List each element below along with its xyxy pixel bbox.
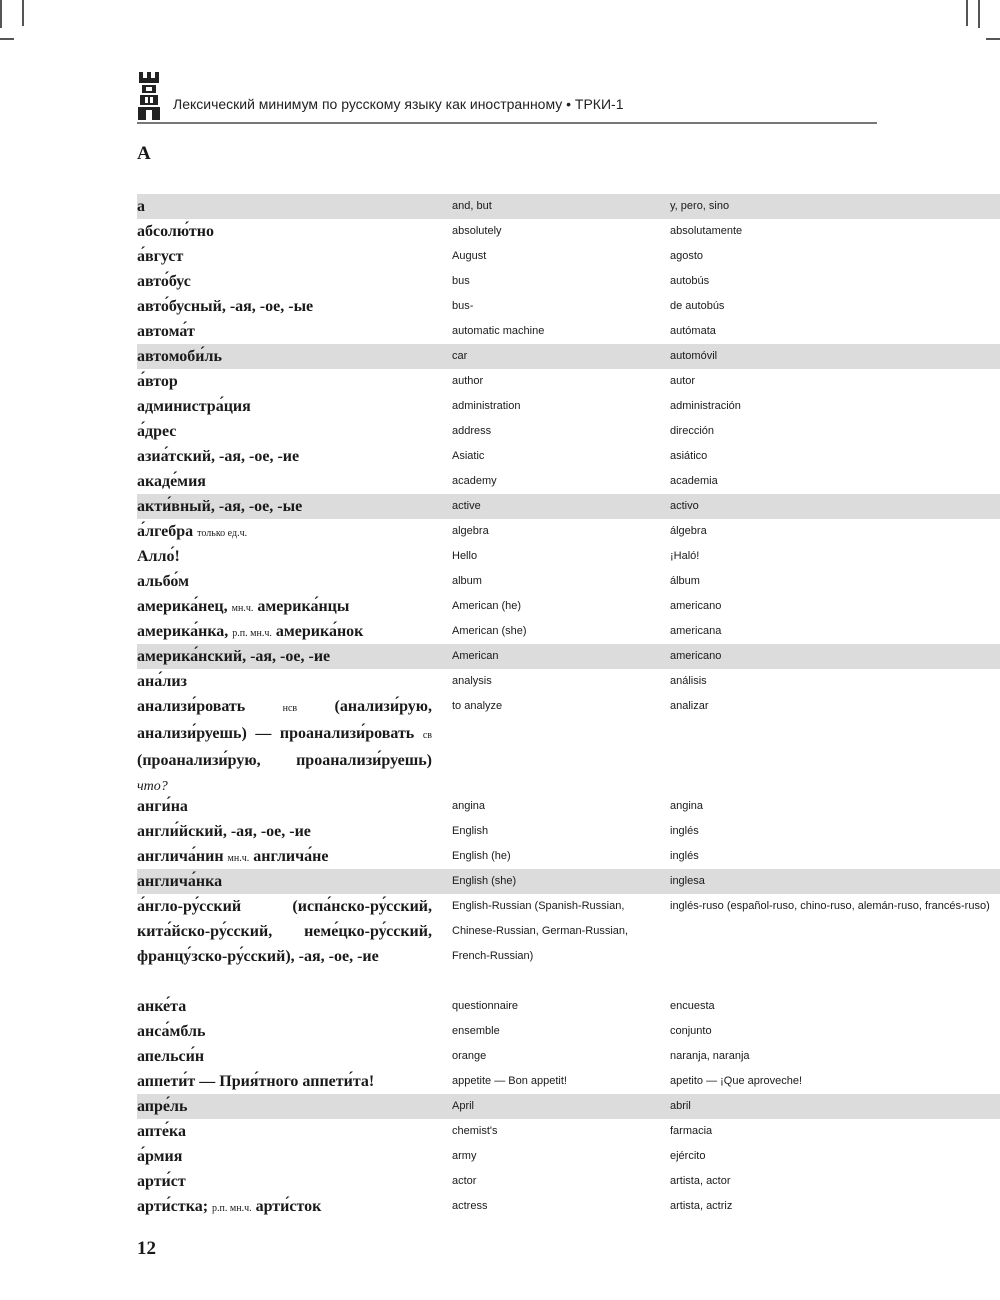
- headword-text: акаде́мия: [137, 473, 206, 490]
- english-translation: to analyze: [452, 700, 503, 712]
- spanish-translation: inglés-ruso (español-ruso, chino-ruso, alemán-ruso, francés-ruso): [670, 900, 990, 912]
- headword-text: абсолю́тно: [137, 223, 214, 240]
- english-translation: automatic machine: [452, 325, 545, 337]
- headword-text: а́нгло-ру́сский (испа́нско-ру́сский, кита́йско-ру́сский, неме́цко-ру́сский, францу́зско-ру́сский), -ая, -ое, -ие: [137, 898, 432, 965]
- russian-headword: [137, 669, 432, 694]
- header-rule: [137, 122, 877, 124]
- english-translation: English: [452, 825, 489, 837]
- vocab-row: [137, 319, 1000, 344]
- headword-text: апте́ка: [137, 1123, 186, 1140]
- russian-headword: [137, 1044, 432, 1069]
- spanish-translation: ejército: [670, 1150, 706, 1162]
- vocab-row: [137, 1019, 1000, 1044]
- vocab-row: [137, 844, 1000, 869]
- headword-text: арти́ст: [137, 1173, 186, 1190]
- grammar-note: что?: [137, 779, 168, 794]
- vocab-row: [137, 619, 1000, 644]
- headword-text: авто́бус: [137, 273, 191, 290]
- headword-text: арти́сток: [251, 1198, 322, 1215]
- spanish-translation: artista, actor: [670, 1175, 731, 1187]
- english-translation: address: [452, 425, 492, 437]
- english-translation: American (she): [452, 625, 527, 637]
- spanish-translation: álbum: [670, 575, 700, 587]
- spanish-translation: álgebra: [670, 525, 707, 537]
- vocab-row: [137, 869, 1000, 894]
- headword-text: а́вгуст: [137, 248, 184, 265]
- headword-text: автома́т: [137, 323, 195, 340]
- english-translation: April: [452, 1100, 475, 1112]
- vocab-row: [137, 344, 1000, 369]
- headword-text: альбо́м: [137, 573, 189, 590]
- headword-text: анализи́ровать: [137, 698, 283, 715]
- english-translation: chemist's: [452, 1125, 498, 1137]
- english-translation: analysis: [452, 675, 492, 687]
- vocab-row: [137, 1144, 1000, 1169]
- vocab-row: [137, 894, 1000, 994]
- spanish-translation: y, pero, sino: [670, 200, 730, 212]
- english-translation: bus: [452, 275, 470, 287]
- spanish-translation: automóvil: [670, 350, 718, 362]
- russian-headword: [137, 269, 432, 294]
- english-translation: academy: [452, 475, 497, 487]
- headword-text: анке́та: [137, 998, 187, 1015]
- section-letter: А: [137, 143, 151, 164]
- crop-mark-top-left-inner: [0, 0, 2, 28]
- vocab-row: [137, 569, 1000, 594]
- headword-text: администра́ция: [137, 398, 251, 415]
- headword-text: америка́нцы: [253, 598, 350, 615]
- spanish-translation: administración: [670, 400, 741, 412]
- vocab-row: [137, 694, 1000, 794]
- russian-headword: [137, 869, 432, 894]
- spanish-translation: conjunto: [670, 1025, 712, 1037]
- grammar-note: нсв: [282, 703, 298, 714]
- vocab-row: [137, 369, 1000, 394]
- vocab-row: [137, 419, 1000, 444]
- spanish-translation: activo: [670, 500, 699, 512]
- russian-headword: [137, 594, 432, 621]
- vocab-row: [137, 444, 1000, 469]
- vocab-row: [137, 544, 1000, 569]
- russian-headword: [137, 344, 432, 369]
- english-translation: questionnaire: [452, 1000, 519, 1012]
- headword-text: акти́вный, -ая, -ое, -ые: [137, 498, 303, 515]
- spanish-translation: asiático: [670, 450, 708, 462]
- headword-text: а́дрес: [137, 423, 177, 440]
- header-title: Лексический минимум по русскому языку как иностранному • ТРКИ-1: [173, 96, 624, 112]
- russian-headword: [137, 394, 432, 419]
- spanish-translation: autobús: [670, 275, 710, 287]
- vocab-row: [137, 994, 1000, 1019]
- spanish-translation: autor: [670, 375, 696, 387]
- english-translation: actor: [452, 1175, 477, 1187]
- vocab-row: [137, 269, 1000, 294]
- english-translation: English (she): [452, 875, 517, 887]
- russian-headword: [137, 794, 432, 819]
- russian-headword: [137, 194, 432, 219]
- headword-text: англича́нин: [137, 848, 228, 865]
- spanish-translation: absolutamente: [670, 225, 743, 237]
- headword-text: аппети́т — Прия́тного аппети́та!: [137, 1073, 375, 1090]
- headword-text: (проанализи́рую, проанализи́руешь): [137, 752, 432, 769]
- russian-headword: [137, 844, 432, 871]
- headword-text: апельси́н: [137, 1048, 205, 1065]
- english-translation: angina: [452, 800, 486, 812]
- russian-headword: [137, 469, 432, 494]
- spanish-translation: encuesta: [670, 1000, 715, 1012]
- english-translation: and, but: [452, 200, 492, 212]
- headword-text: авто́бусный, -ая, -ое, -ые: [137, 298, 314, 315]
- english-translation: algebra: [452, 525, 489, 537]
- russian-headword: [137, 519, 432, 546]
- russian-headword: [137, 619, 432, 646]
- vocab-row: [137, 494, 1000, 519]
- grammar-note: р.п. мн.ч.: [212, 1203, 252, 1214]
- spanish-translation: americano: [670, 600, 722, 612]
- english-translation: English-Russian (Spanish-Russian, Chinese-Russian, German-Russian, French-Russian): [452, 900, 629, 962]
- vocab-row: [137, 794, 1000, 819]
- english-translation: Hello: [452, 550, 478, 562]
- english-translation: car: [452, 350, 468, 362]
- headword-text: а́лгебра: [137, 523, 198, 540]
- grammar-note: св: [422, 730, 432, 741]
- headword-text: а: [137, 198, 145, 215]
- page-number: 12: [137, 1238, 156, 1259]
- english-translation: American (he): [452, 600, 522, 612]
- russian-headword: [137, 644, 432, 669]
- headword-text: анги́на: [137, 798, 188, 815]
- spanish-translation: apetito — ¡Que aproveche!: [670, 1075, 803, 1087]
- vocab-row: [137, 394, 1000, 419]
- crop-mark-top-left-vertical: [22, 0, 24, 26]
- headword-text: а́втор: [137, 373, 178, 390]
- headword-text: ана́лиз: [137, 673, 187, 690]
- vocab-row: [137, 1069, 1000, 1094]
- headword-text: англича́не: [249, 848, 329, 865]
- russian-headword: [137, 569, 432, 594]
- crop-mark-top-right-inner: [978, 0, 980, 28]
- russian-headword: [137, 1094, 432, 1119]
- russian-headword: [137, 1119, 432, 1144]
- vocab-row: [137, 644, 1000, 669]
- vocab-row: [137, 669, 1000, 694]
- headword-text: Алло́!: [137, 548, 180, 565]
- headword-text: автомоби́ль: [137, 348, 222, 365]
- russian-headword: [137, 1019, 432, 1044]
- spanish-translation: ¡Haló!: [670, 550, 700, 562]
- headword-text: америка́нский, -ая, -ое, -ие: [137, 648, 331, 665]
- russian-headword: [137, 444, 432, 469]
- headword-text: а́рмия: [137, 1148, 183, 1165]
- crop-mark-top-left-horizontal: [0, 38, 14, 40]
- vocab-row: [137, 819, 1000, 844]
- english-translation: army: [452, 1150, 477, 1162]
- spanish-translation: inglés: [670, 825, 699, 837]
- headword-text: америка́нок: [271, 623, 364, 640]
- english-translation: English (he): [452, 850, 511, 862]
- headword-text: азиа́тский, -ая, -ое, -ие: [137, 448, 300, 465]
- russian-headword: [137, 819, 432, 844]
- english-translation: appetite — Bon appetit!: [452, 1075, 567, 1087]
- grammar-note: р.п. мн.ч.: [232, 628, 272, 639]
- russian-headword: [137, 494, 432, 519]
- russian-headword: [137, 219, 432, 244]
- vocab-row: [137, 244, 1000, 269]
- headword-text: америка́нка,: [137, 623, 233, 640]
- headword-text: арти́стка;: [137, 1198, 213, 1215]
- spanish-translation: agosto: [670, 250, 704, 262]
- russian-headword: [137, 1194, 432, 1221]
- russian-headword: [137, 994, 432, 1019]
- spanish-translation: angina: [670, 800, 704, 812]
- spanish-translation: americana: [670, 625, 722, 637]
- english-translation: ensemble: [452, 1025, 500, 1037]
- russian-headword: [137, 544, 432, 569]
- grammar-note: мн.ч.: [227, 853, 250, 864]
- vocab-row: [137, 1169, 1000, 1194]
- english-translation: bus-: [452, 300, 474, 312]
- headword-text: (анализи́рую, анализи́руешь) — проанализи́ровать: [137, 698, 432, 742]
- vocabulary-table: [137, 194, 1000, 1219]
- spanish-translation: artista, actriz: [670, 1200, 733, 1212]
- vocab-row: [137, 1119, 1000, 1144]
- russian-headword: [137, 1069, 432, 1094]
- grammar-note: мн.ч.: [231, 603, 254, 614]
- english-translation: August: [452, 250, 487, 262]
- spanish-translation: inglés: [670, 850, 699, 862]
- grammar-note: только ед.ч.: [197, 528, 248, 539]
- spanish-translation: abril: [670, 1100, 691, 1112]
- headword-text: анса́мбль: [137, 1023, 206, 1040]
- spanish-translation: dirección: [670, 425, 715, 437]
- english-translation: orange: [452, 1050, 487, 1062]
- vocab-row: [137, 219, 1000, 244]
- vocab-row: [137, 1044, 1000, 1069]
- spanish-translation: naranja, naranja: [670, 1050, 750, 1062]
- headword-text: англича́нка: [137, 873, 223, 890]
- spanish-translation: americano: [670, 650, 722, 662]
- english-translation: active: [452, 500, 481, 512]
- english-translation: author: [452, 375, 484, 387]
- russian-headword: [137, 1169, 432, 1194]
- headword-text: англи́йский, -ая, -ое, -ие: [137, 823, 311, 840]
- spanish-translation: inglesa: [670, 875, 705, 887]
- english-translation: actress: [452, 1200, 488, 1212]
- running-header: [137, 70, 877, 126]
- spanish-translation: analizar: [670, 700, 709, 712]
- spanish-translation: farmacia: [670, 1125, 713, 1137]
- english-translation: album: [452, 575, 482, 587]
- vocab-row: [137, 519, 1000, 544]
- russian-headword: [137, 369, 432, 394]
- russian-headword: [137, 294, 432, 319]
- vocab-row: [137, 194, 1000, 219]
- vocab-row: [137, 294, 1000, 319]
- russian-headword: [137, 1144, 432, 1169]
- english-translation: administration: [452, 400, 521, 412]
- russian-headword: [137, 694, 432, 799]
- spanish-translation: de autobús: [670, 300, 725, 312]
- headword-text: америка́нец,: [137, 598, 232, 615]
- headword-text: апре́ль: [137, 1098, 188, 1115]
- english-translation: absolutely: [452, 225, 502, 237]
- spanish-translation: academia: [670, 475, 718, 487]
- english-translation: American: [452, 650, 499, 662]
- crop-mark-top-right-vertical: [966, 0, 968, 26]
- tower-logo-icon: [137, 72, 161, 122]
- english-translation: Asiatic: [452, 450, 485, 462]
- russian-headword: [137, 319, 432, 344]
- vocab-row: [137, 1194, 1000, 1219]
- spanish-translation: análisis: [670, 675, 707, 687]
- spanish-translation: autómata: [670, 325, 716, 337]
- crop-mark-top-right-horizontal: [986, 38, 1000, 40]
- vocab-row: [137, 1094, 1000, 1119]
- russian-headword: [137, 419, 432, 444]
- vocab-row: [137, 594, 1000, 619]
- russian-headword: [137, 894, 432, 969]
- vocab-row: [137, 469, 1000, 494]
- russian-headword: [137, 244, 432, 269]
